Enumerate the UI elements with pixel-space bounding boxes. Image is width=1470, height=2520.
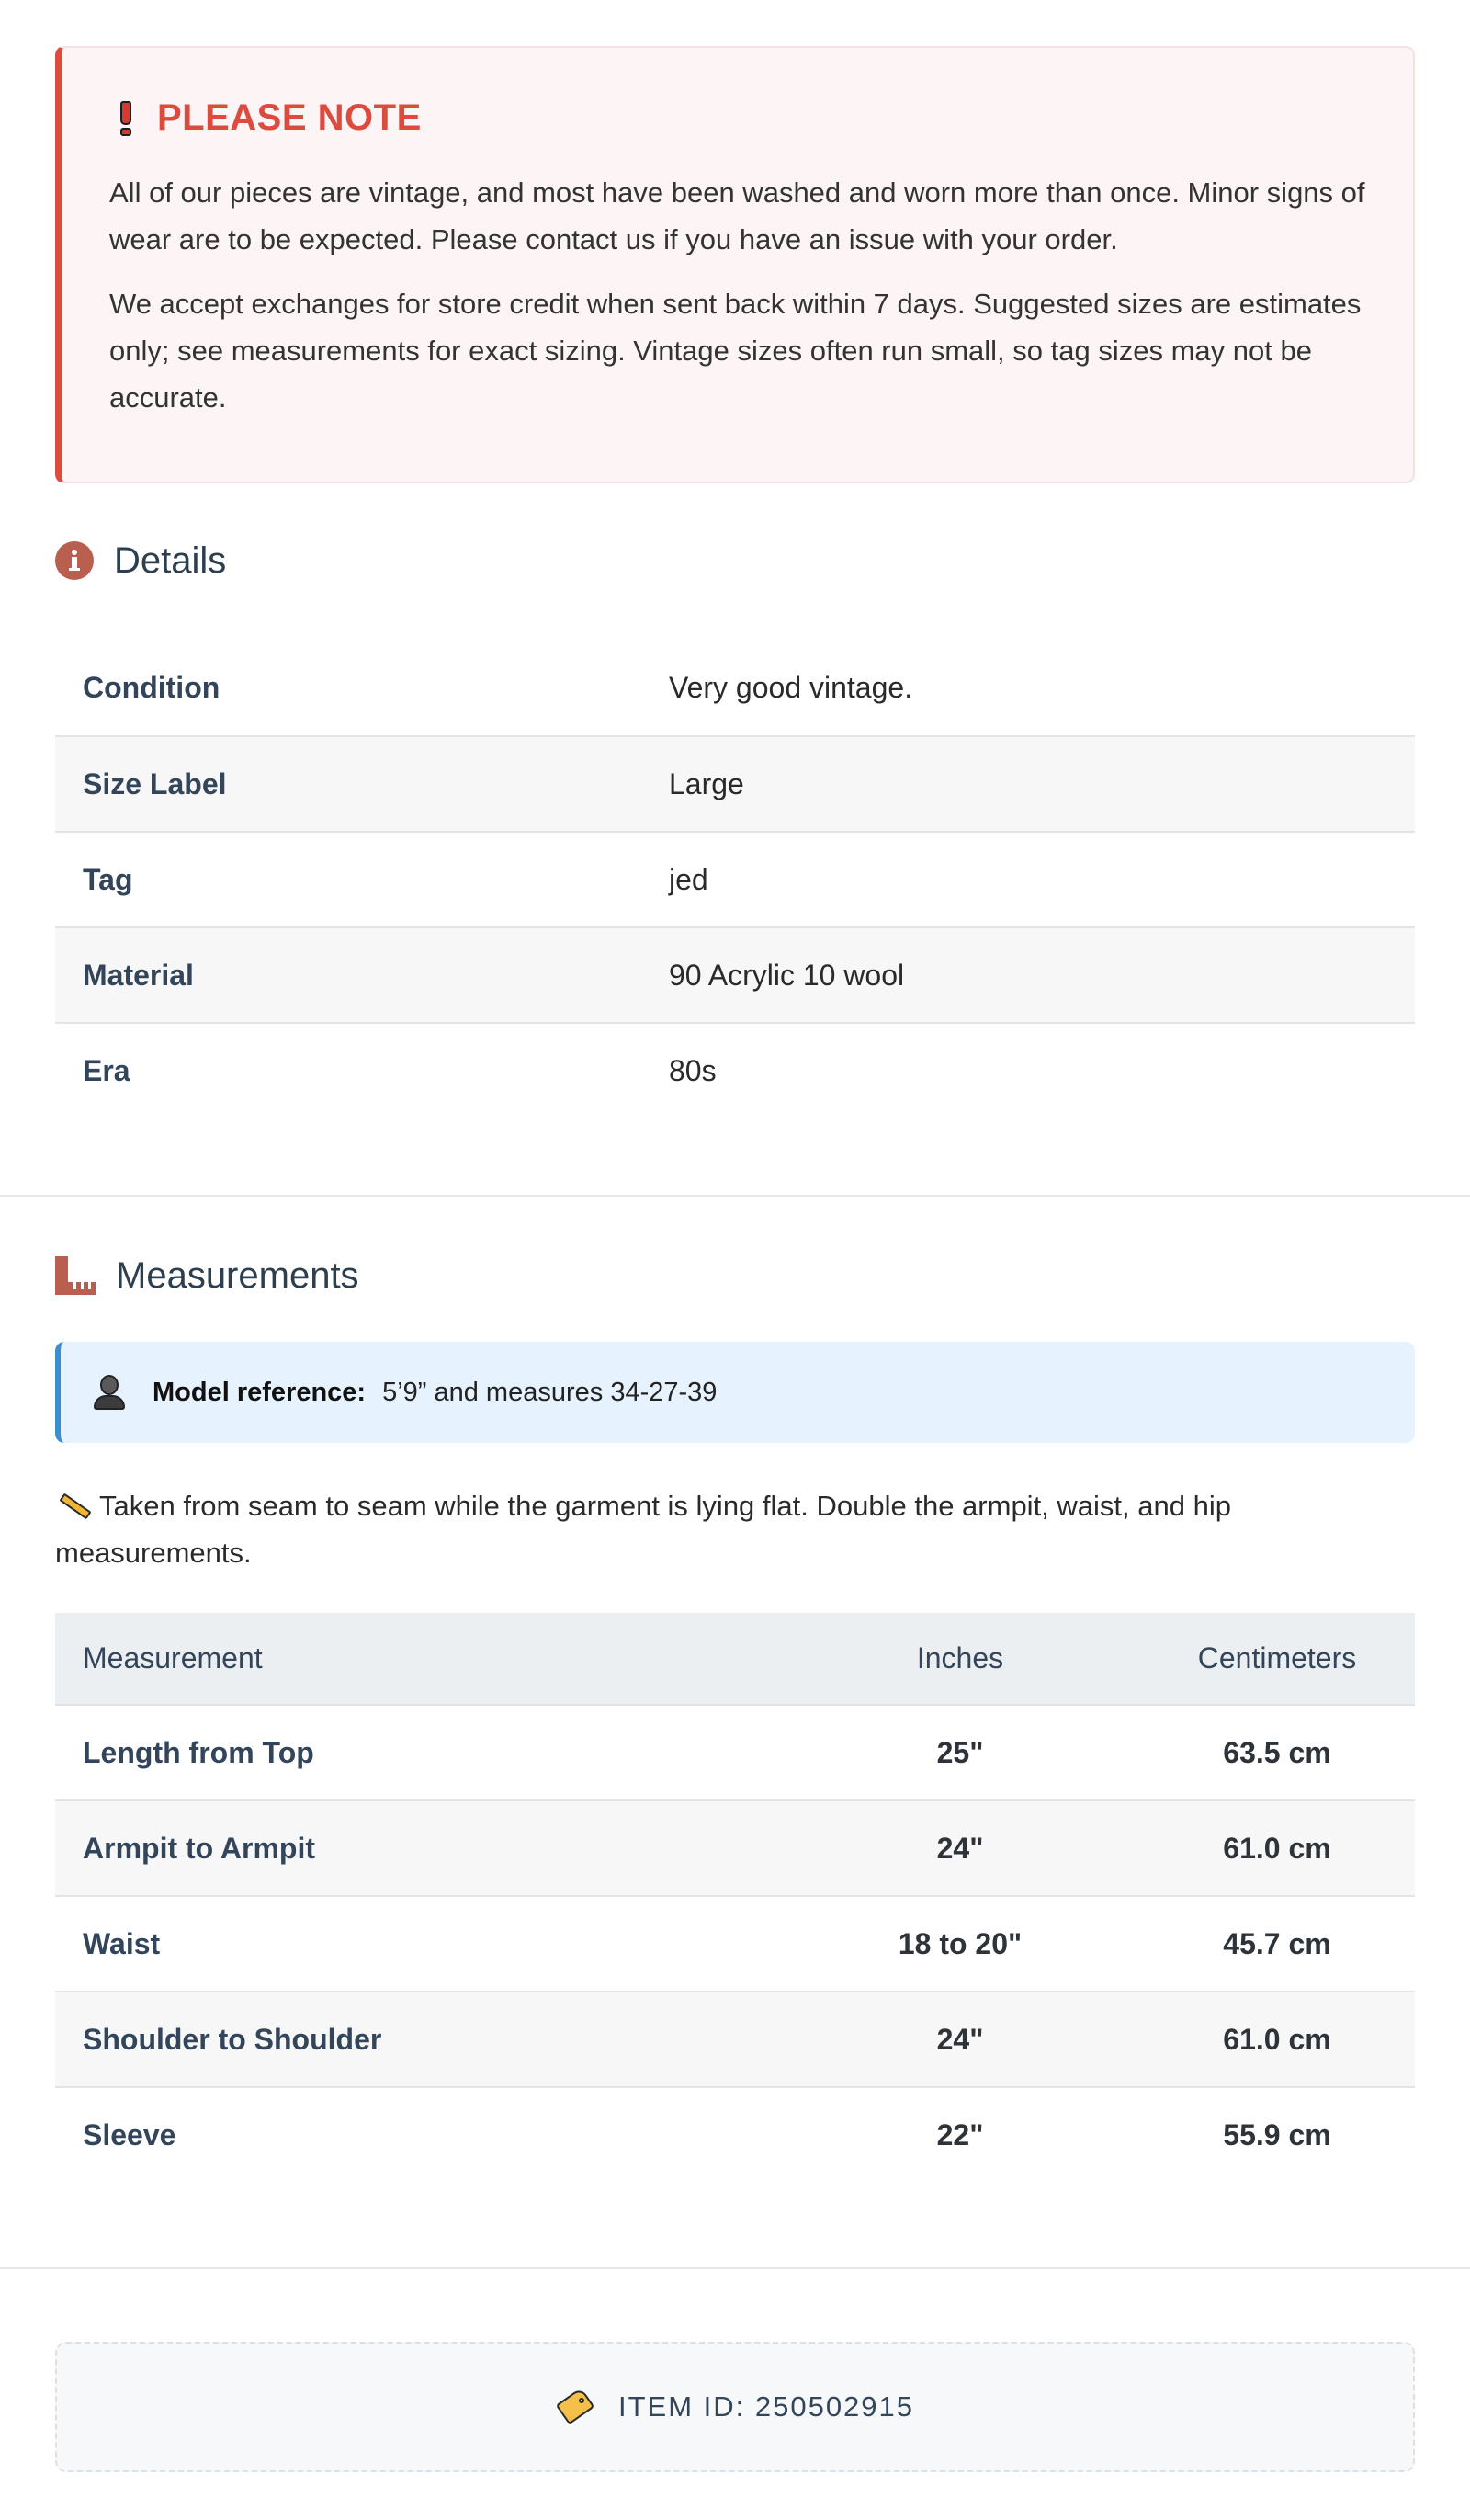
column-header: Centimeters bbox=[1139, 1613, 1415, 1705]
detail-value: jed bbox=[669, 832, 1415, 927]
details-table bbox=[55, 641, 1415, 1118]
measurement-name: Armpit to Armpit bbox=[55, 1800, 781, 1896]
measurement-name: Waist bbox=[55, 1896, 781, 1992]
section-divider bbox=[0, 1195, 1470, 1197]
column-header: Inches bbox=[781, 1613, 1139, 1705]
please-note-box bbox=[55, 46, 1415, 483]
measurement-note bbox=[55, 1482, 1378, 1576]
note-paragraph: We accept exchanges for store credit when sent back within 7 days. Suggested sizes are estimates only; see measurements for exact sizing. Vintage sizes often run small, so tag sizes may not be accurate. bbox=[109, 288, 1362, 414]
table-row bbox=[55, 641, 1415, 736]
measurement-name: Sleeve bbox=[83, 2118, 176, 2151]
item-id: ITEM ID: 250502915 bbox=[617, 2390, 915, 2423]
info-icon bbox=[55, 541, 94, 580]
measurement-cm: 45.7 cm bbox=[1139, 1896, 1415, 1992]
tag-icon bbox=[556, 2389, 594, 2425]
note-header bbox=[109, 96, 1367, 138]
table-row bbox=[55, 1023, 1415, 1118]
measurement-note-text: Taken from seam to seam while the garment is lying flat. Double the armpit, waist, and hip measurements. bbox=[55, 1490, 1231, 1569]
measurement-inches: 24" bbox=[781, 1800, 1139, 1896]
exclamation-icon bbox=[111, 99, 142, 136]
model-reference-label: Model reference: bbox=[153, 1377, 367, 1407]
measurement-cm: 61.0 cm bbox=[1139, 1800, 1415, 1896]
detail-label: Condition bbox=[55, 641, 669, 736]
measurements-table bbox=[55, 1613, 1415, 2183]
model-reference-value: 5’9” and measures 34-27-39 bbox=[382, 1377, 718, 1407]
table-header-row bbox=[55, 1613, 1415, 1705]
detail-label: Material bbox=[55, 927, 669, 1023]
measurements-title: Measurements bbox=[116, 1254, 359, 1296]
measurement-inches: 25" bbox=[781, 1705, 1139, 1800]
measurement-cm: 61.0 cm bbox=[1139, 1992, 1415, 2087]
pencil-icon bbox=[55, 1492, 92, 1519]
table-row bbox=[55, 1800, 1415, 1896]
column-header: Measurement bbox=[55, 1613, 781, 1705]
measurement-cm: 55.9 cm bbox=[1223, 2118, 1331, 2151]
detail-value: 90 Acrylic 10 wool bbox=[669, 927, 1415, 1023]
detail-label: Size Label bbox=[55, 736, 669, 832]
model-reference bbox=[55, 1342, 1415, 1443]
table-row bbox=[55, 832, 1415, 927]
measurement-inches: 18 to 20" bbox=[781, 1896, 1139, 1992]
detail-value: Very good vintage. bbox=[669, 641, 1415, 736]
detail-value: 80s bbox=[669, 1054, 717, 1087]
item-id-box bbox=[55, 2342, 1415, 2472]
measurement-name: Length from Top bbox=[55, 1705, 781, 1800]
note-paragraph: All of our pieces are vintage, and most have been washed and worn more than once. Minor signs of wear are to be expected. Please contact us if you have an issue with your order. bbox=[109, 176, 1365, 255]
measurement-inches: 24" bbox=[781, 1992, 1139, 2087]
note-title: PLEASE NOTE bbox=[157, 96, 422, 138]
details-title: Details bbox=[114, 539, 227, 581]
detail-label: Era bbox=[83, 1054, 130, 1087]
table-row bbox=[55, 927, 1415, 1023]
table-row bbox=[55, 1705, 1415, 1800]
measurements-heading bbox=[55, 1253, 359, 1299]
measurement-cm: 63.5 cm bbox=[1139, 1705, 1415, 1800]
ruler-icon bbox=[55, 1256, 96, 1295]
table-row bbox=[55, 1992, 1415, 2087]
section-divider bbox=[0, 2267, 1470, 2269]
table-row bbox=[55, 736, 1415, 832]
person-icon bbox=[94, 1375, 125, 1410]
table-row bbox=[55, 1896, 1415, 1992]
detail-label: Tag bbox=[55, 832, 669, 927]
detail-value: Large bbox=[669, 736, 1415, 832]
details-heading bbox=[55, 538, 226, 584]
measurement-name: Shoulder to Shoulder bbox=[55, 1992, 781, 2087]
measurement-inches: 22" bbox=[936, 2118, 984, 2151]
table-row bbox=[55, 2087, 1415, 2183]
